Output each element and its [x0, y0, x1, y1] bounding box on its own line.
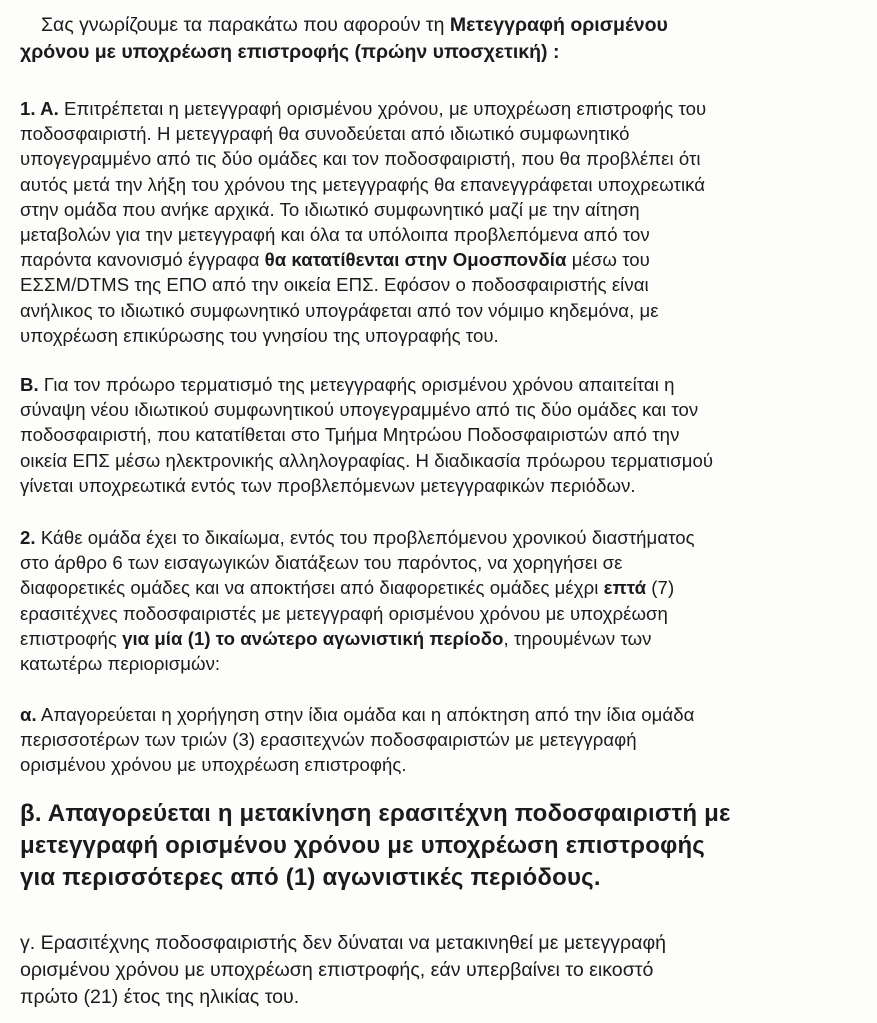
paragraph-1a-line-4: αυτός μετά την λήξη του χρόνου της μετεγγραφής θα επανεγγράφεται υποχρεωτικά	[20, 173, 706, 195]
paragraph-1a-line-9: ανήλικος το ιδιωτικό συμφωνητικό υπογράφεται από τον νόμιμο κηδεμόνα, με	[20, 299, 659, 321]
paragraph-1a-line-7: παρόντα κανονισμό έγγραφα θα κατατίθενται στην Ομοσπονδία μέσω του	[20, 249, 650, 271]
paragraph-1b-line-4: οικεία ΕΠΣ μέσω ηλεκτρονικής αλληλογραφίας. Η διαδικασία πρόωρου τερματισμού	[20, 449, 714, 471]
paragraph-2-label: 2.	[20, 527, 36, 548]
paragraph-gamma	[20, 930, 666, 1011]
paragraph-gamma-line-3: πρώτο (21) έτος της ηλικίας του.	[20, 986, 300, 1008]
paragraph-1b-line-2: σύναψη νέου ιδιωτικού συμφωνητικού υπογεγραμμένο από τις δύο ομάδες και τον	[20, 399, 699, 421]
paragraph-gamma-line-2: ορισμένου χρόνου με υποχρέωση επιστροφής, εάν υπερβαίνει το εικοστό	[20, 959, 654, 981]
intro-line-2: χρόνου με υποχρέωση επιστροφής (πρώην υποσχετική) :	[20, 41, 560, 63]
paragraph-alpha-label: α.	[20, 704, 37, 725]
paragraph-2-line-2: στο άρθρο 6 των εισαγωγικών διατάξεων του παρόντος, να χορηγήσει σε	[20, 552, 623, 574]
paragraph-2-line-4: ερασιτέχνες ποδοσφαιριστές με μετεγγραφή ορισμένου χρόνου με υποχρέωση	[20, 602, 668, 624]
paragraph-1b-line-1: Β. Για τον πρόωρο τερματισμό της μετεγγραφής ορισμένου χρόνου απαιτείται η	[20, 374, 675, 395]
intro-line-1: Σας γνωρίζουμε τα παρακάτω που αφορούν τη Μετεγγραφή ορισμένου	[41, 14, 668, 36]
paragraph-2-line-1: 2. Κάθε ομάδα έχει το δικαίωμα, εντός του προβλεπόμενου χρονικού διαστήματος	[20, 527, 695, 548]
paragraph-2-bold-number: επτά	[603, 577, 647, 599]
paragraph-beta-emphasis	[20, 798, 731, 894]
paragraph-gamma-line-1: γ. Ερασιτέχνης ποδοσφαιριστής δεν δύναται να μετακινηθεί με μετεγγραφή	[20, 932, 667, 954]
paragraph-1b	[20, 372, 713, 498]
paragraph-1a-line-1: 1. Α. Επιτρέπεται η μετεγγραφή ορισμένου χρόνου, με υποχρέωση επιστροφής του	[20, 98, 707, 119]
paragraph-alpha	[20, 702, 694, 778]
paragraph-1a-bold-phrase: θα κατατίθενται στην Ομοσπονδία	[264, 249, 567, 271]
paragraph-2-line-5: επιστροφής για μία (1) το ανώτερο αγωνιστική περίοδο, τηρουμένων των	[20, 627, 652, 649]
paragraph-1b-label: Β.	[20, 374, 39, 395]
paragraph-alpha-line-1: α. Απαγορεύεται η χορήγηση στην ίδια ομάδα και η απόκτηση από την ίδια ομάδα	[20, 704, 695, 725]
paragraph-1a-line-6: μεταβολών για την μετεγγραφή και όλα τα υπόλοιπα προβλεπόμενα από τον	[20, 224, 650, 246]
paragraph-beta-line-1: β. Απαγορεύεται η μετακίνηση ερασιτέχνη ποδοσφαιριστή με	[20, 800, 731, 827]
paragraph-1a-line-5: στην ομάδα που ανήκε αρχικά. Το ιδιωτικό συμφωνητικό μαζί με την αίτηση	[20, 198, 640, 220]
paragraph-1a-line-3: υπογεγραμμένο από τις δύο ομάδες και τον ποδοσφαιριστή, που θα προβλέπει ότι	[20, 148, 701, 170]
paragraph-1a-label: 1. Α.	[20, 98, 59, 119]
paragraph-alpha-line-2: περισσοτέρων των τριών (3) ερασιτεχνών ποδοσφαιριστών με μετεγγραφή	[20, 729, 637, 751]
paragraph-1b-line-5: γίνεται υποχρεωτικά εντός των προβλεπόμενων μετεγγραφικών περιόδων.	[20, 474, 636, 496]
paragraph-beta-line-3: για περισσότερες από (1) αγωνιστικές περιόδους.	[20, 864, 601, 891]
paragraph-beta-line-2: μετεγγραφή ορισμένου χρόνου με υποχρέωση επιστροφής	[20, 832, 705, 859]
paragraph-1a	[20, 96, 706, 348]
paragraph-1a-line-10: υποχρέωση επικύρωσης του γνησίου της υπογραφής του.	[20, 324, 499, 346]
paragraph-2	[20, 525, 695, 676]
paragraph-1a-line-2: ποδοσφαιριστή. Η μετεγγραφή θα συνοδεύεται από ιδιωτικό συμφωνητικό	[20, 123, 630, 145]
paragraph-2-bold-phrase: για μία (1) το ανώτερο αγωνιστική περίοδο	[122, 627, 504, 649]
paragraph-2-line-6: κατωτέρω περιορισμών:	[20, 653, 221, 675]
paragraph-1b-line-3: ποδοσφαιριστή, που κατατίθεται στο Τμήμα Μητρώου Ποδοσφαιριστών από την	[20, 424, 680, 446]
intro-paragraph	[20, 12, 668, 66]
intro-heading-bold: Μετεγγραφή ορισμένου	[449, 14, 668, 36]
paragraph-1a-line-8: ΕΣΣΜ/DTMS της ΕΠΟ από την οικεία ΕΠΣ. Εφόσον ο ποδοσφαιριστής είναι	[20, 274, 649, 296]
paragraph-alpha-line-3: ορισμένου χρόνου με υποχρέωση επιστροφής.	[20, 754, 407, 776]
paragraph-2-line-3: διαφορετικές ομάδες και να αποκτήσει από διαφορετικές ομάδες μέχρι επτά (7)	[20, 577, 675, 599]
